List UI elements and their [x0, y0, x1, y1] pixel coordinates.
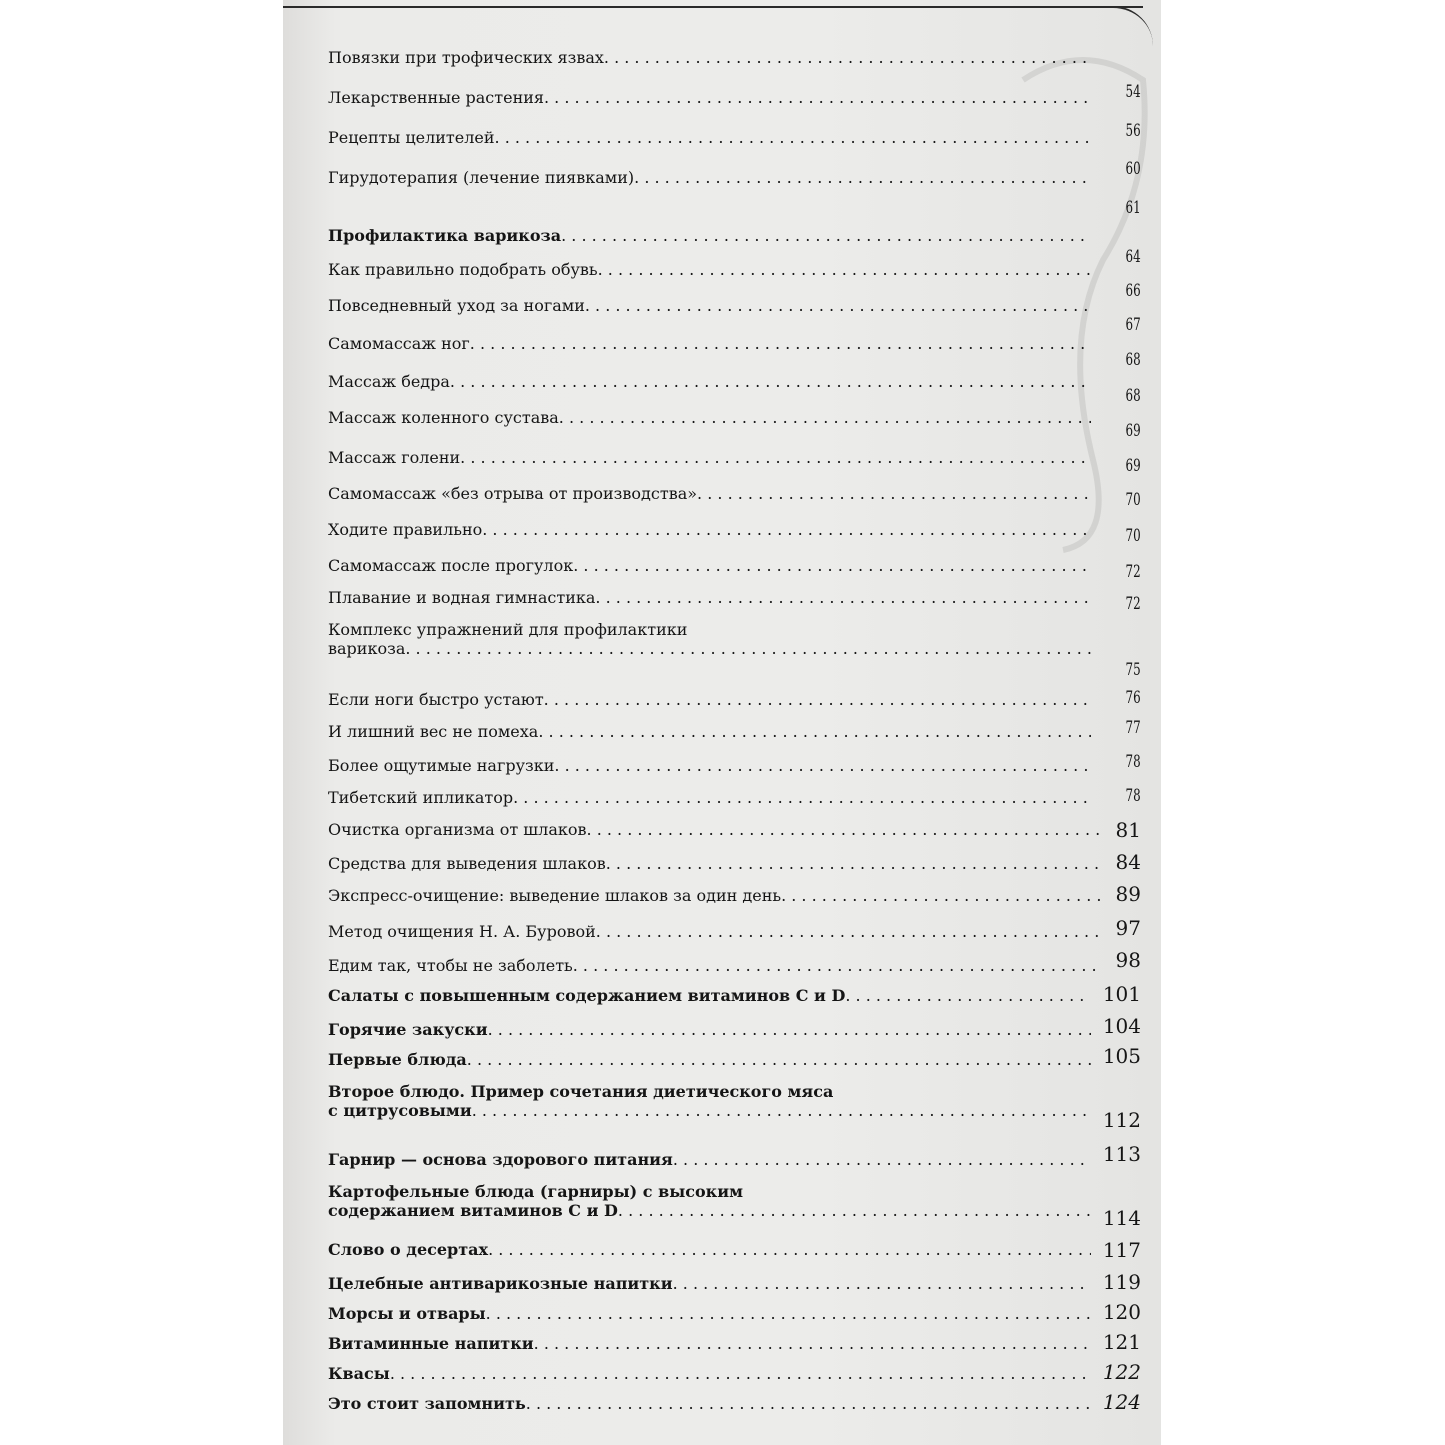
- toc-entry[interactable]: [328, 168, 1151, 218]
- entry-title: Массаж голени: [328, 448, 461, 467]
- toc-entry[interactable]: [328, 556, 1151, 582]
- entry-page: 68: [1125, 386, 1141, 406]
- entry-title: Тибетский ипликатор: [328, 788, 514, 807]
- toc-entry[interactable]: [328, 1014, 1151, 1039]
- entry-title: Повязки при трофических язвах: [328, 48, 604, 67]
- entry-title: Слово о десертах: [328, 1240, 489, 1259]
- entry-title: Это стоит запомнить: [328, 1394, 526, 1413]
- toc-entry[interactable]: [328, 1300, 1151, 1324]
- entry-title: Горячие закуски: [328, 1020, 488, 1039]
- entry-title: Плавание и водная гимнастика: [328, 588, 596, 607]
- toc-entry[interactable]: [328, 1330, 1151, 1354]
- toc-entry[interactable]: [328, 520, 1151, 546]
- entry-title: Повседневный уход за ногами: [328, 296, 585, 315]
- entry-title-line2: варикоза: [328, 639, 406, 658]
- entry-title: Самомассаж «без отрыва от производства»: [328, 484, 698, 503]
- entry-title: Массаж бедра: [328, 372, 450, 391]
- entry-title-line1: Картофельные блюда (гарниры) с высоким: [328, 1182, 743, 1201]
- toc-entry[interactable]: [328, 1360, 1151, 1384]
- entry-title: Гирудотерапия (лечение пиявками): [328, 168, 635, 187]
- entry-page: 117: [1102, 1238, 1141, 1262]
- entry-title: Витаминные напитки: [328, 1334, 534, 1353]
- toc-entry[interactable]: [328, 916, 1151, 941]
- toc-entry[interactable]: [328, 818, 1151, 842]
- entry-page: 89: [1115, 882, 1141, 906]
- toc-entry[interactable]: [328, 448, 1151, 476]
- entry-page: 64: [1125, 247, 1141, 267]
- entry-title: Целебные антиварикозные напитки: [328, 1274, 673, 1293]
- entry-page: 61: [1125, 198, 1141, 218]
- entry-title: Гарнир — основа здорового питания: [328, 1150, 673, 1169]
- entry-title: Профилактика варикоза: [328, 226, 562, 245]
- entry-page: 120: [1102, 1300, 1141, 1324]
- entry-title: Если ноги быстро устают: [328, 690, 544, 709]
- toc-entry[interactable]: [328, 788, 1151, 807]
- entry-page: 121: [1102, 1330, 1141, 1354]
- toc-entry[interactable]: [328, 1142, 1151, 1169]
- entry-page: 76: [1125, 688, 1141, 708]
- entry-page: 114: [1102, 1206, 1141, 1230]
- entry-title: Как правильно подобрать обувь: [328, 260, 598, 279]
- entry-page: 75: [1125, 660, 1141, 680]
- entry-page: 70: [1125, 526, 1141, 546]
- toc-entry[interactable]: [328, 372, 1151, 406]
- entry-page: 67: [1125, 315, 1141, 335]
- entry-title-line2: содержанием витаминов С и D: [328, 1201, 618, 1220]
- entry-page: 78: [1125, 786, 1141, 806]
- toc-entry[interactable]: [328, 948, 1151, 975]
- entry-page: 112: [1102, 1108, 1141, 1132]
- entry-page: 122: [1102, 1360, 1141, 1384]
- toc-entry[interactable]: [328, 982, 1151, 1006]
- entry-page: 68: [1125, 350, 1141, 370]
- entry-title: И лишний вес не помеха: [328, 722, 539, 741]
- toc-entry[interactable]: [328, 718, 1151, 741]
- entry-title: Первые блюда: [328, 1050, 467, 1069]
- entry-page: 78: [1125, 752, 1141, 772]
- entry-title: Квасы: [328, 1364, 390, 1383]
- entry-page: 70: [1125, 490, 1141, 510]
- entry-title: Средства для выведения шлаков: [328, 854, 606, 873]
- entry-page: 84: [1115, 850, 1141, 874]
- entry-page: 101: [1102, 982, 1141, 1006]
- toc-entry[interactable]: [328, 690, 1151, 709]
- toc-entry-multiline[interactable]: [328, 1182, 1151, 1230]
- entry-page: 60: [1125, 159, 1141, 179]
- entry-page: 69: [1125, 456, 1141, 476]
- toc-entry[interactable]: [328, 1270, 1151, 1294]
- entry-page: 77: [1125, 718, 1141, 738]
- entry-title-line2: с цитрусовыми: [328, 1101, 472, 1120]
- entry-page: 97: [1115, 916, 1141, 940]
- entry-page: 104: [1102, 1014, 1141, 1038]
- toc-entry[interactable]: [328, 484, 1151, 510]
- toc-entry[interactable]: [328, 1390, 1151, 1414]
- entry-title: Массаж коленного сустава: [328, 408, 559, 427]
- entry-title: Экспресс-очищение: выведение шлаков за один день: [328, 886, 782, 905]
- entry-page: 105: [1102, 1044, 1141, 1068]
- toc-entry-multiline[interactable]: [328, 1082, 1151, 1132]
- toc-entry[interactable]: [328, 1238, 1151, 1262]
- toc-entry[interactable]: [328, 296, 1151, 335]
- entry-page: 54: [1125, 82, 1141, 102]
- entry-title: Рецепты целителей: [328, 128, 495, 147]
- entry-page: 69: [1125, 421, 1141, 441]
- entry-title: Самомассаж ног: [328, 334, 470, 353]
- entry-title: Ходите правильно: [328, 520, 483, 539]
- entry-page: 56: [1125, 121, 1141, 141]
- toc-entry[interactable]: [328, 1044, 1151, 1069]
- entry-title: Метод очищения Н. А. Буровой: [328, 922, 596, 941]
- toc-entry[interactable]: [328, 334, 1151, 370]
- toc-entry[interactable]: [328, 260, 1151, 301]
- toc-entry[interactable]: [328, 882, 1151, 906]
- entry-title: Салаты с повышенным содержанием витаминов С и D: [328, 986, 846, 1005]
- entry-page: 124: [1102, 1390, 1141, 1414]
- entry-page: 66: [1125, 281, 1141, 301]
- toc-entry-multiline[interactable]: [328, 620, 1151, 680]
- entry-page: 119: [1102, 1270, 1141, 1294]
- entry-title: Морсы и отвары: [328, 1304, 486, 1323]
- entry-page: 72: [1125, 562, 1141, 582]
- entry-page: 113: [1102, 1142, 1141, 1166]
- entry-title: Лекарственные растения: [328, 88, 544, 107]
- entry-page: 98: [1115, 948, 1141, 972]
- entry-title-line1: Второе блюдо. Пример сочетания диетического мяса: [328, 1082, 834, 1101]
- entry-title: Более ощутимые нагрузки: [328, 756, 555, 775]
- entry-title: Самомассаж после прогулок: [328, 556, 574, 575]
- toc-entry[interactable]: [328, 752, 1151, 775]
- toc-entry[interactable]: [328, 588, 1151, 614]
- book-page: [283, 0, 1161, 1445]
- table-of-contents: [328, 0, 1151, 1445]
- entry-title: Едим так, чтобы не заболеть: [328, 956, 573, 975]
- toc-section-heading[interactable]: [328, 226, 1151, 267]
- toc-entry[interactable]: [328, 408, 1151, 441]
- entry-page: 72: [1125, 594, 1141, 614]
- entry-title-line1: Комплекс упражнений для профилактики: [328, 620, 688, 639]
- entry-title: Очистка организма от шлаков: [328, 820, 587, 839]
- toc-entry[interactable]: [328, 850, 1151, 874]
- entry-page: 81: [1115, 818, 1141, 842]
